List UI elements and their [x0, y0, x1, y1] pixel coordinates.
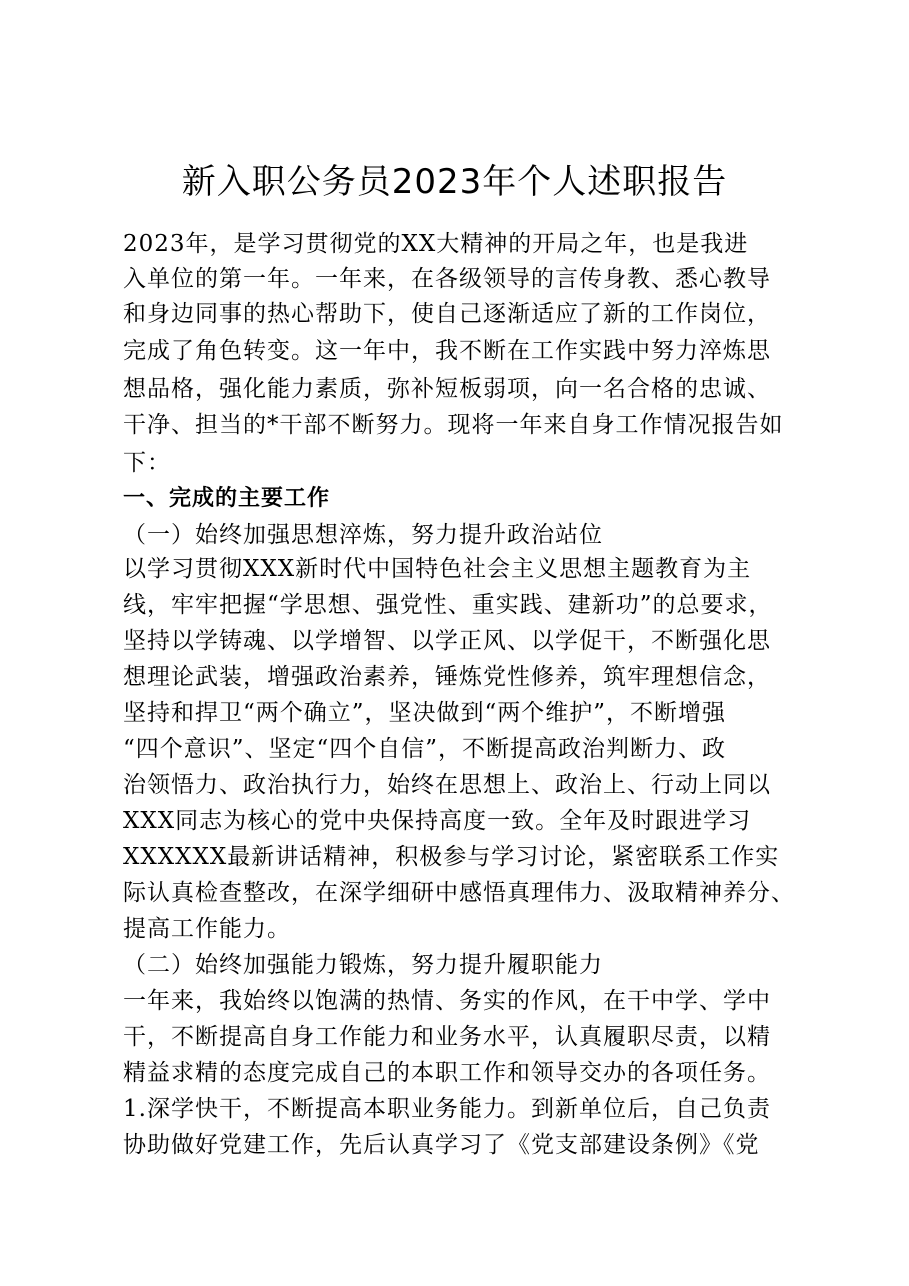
paragraph-line: 想理论武装，增强政治素养，锤炼党性修养，筑牢理想信念，	[123, 664, 771, 690]
paragraph-line: XXXXXX最新讲话精神，积极参与学习讨论，紧密联系工作实	[123, 844, 780, 870]
paragraph-line: 2023年，是学习贯彻党的XX大精神的开局之年，也是我进	[123, 231, 749, 257]
subsection-heading: （一）始终加强思想淬炼，努力提升政治站位	[123, 522, 603, 548]
paragraph-line: 一年来，我始终以饱满的热情、务实的作风，在干中学、学中	[123, 988, 771, 1014]
paragraph-line: 际认真检查整改，在深学细研中感悟真理伟力、汲取精神养分、	[123, 880, 795, 906]
paragraph-line: 和身边同事的热心帮助下，使自己逐渐适应了新的工作岗位，	[123, 301, 771, 327]
document-title: 新入职公务员2023年个人述职报告	[181, 162, 728, 202]
paragraph-line: 想品格，强化能力素质，弥补短板弱项，向一名合格的忠诚、	[123, 376, 771, 402]
paragraph-line: 完成了角色转变。这一年中，我不断在工作实践中努力淬炼思	[123, 338, 771, 364]
paragraph-line: 入单位的第一年。一年来，在各级领导的言传身教、悉心教导	[123, 266, 771, 292]
paragraph-line: 1.深学快干，不断提高本职业务能力。到新单位后，自己负责	[123, 1096, 771, 1122]
paragraph-line: 坚持以学铸魂、以学增智、以学正风、以学促干，不断强化思	[123, 628, 771, 654]
paragraph-line: 协助做好党建工作，先后认真学习了《党支部建设条例》《党	[123, 1132, 760, 1158]
paragraph-line: 坚持和捍卫“两个确立”，坚决做到“两个维护”，不断增强	[123, 700, 727, 726]
paragraph-line: 干，不断提高自身工作能力和业务水平，认真履职尽责，以精	[123, 1024, 771, 1050]
paragraph-line: 提高工作能力。	[123, 916, 291, 942]
paragraph-line: XXX同志为核心的党中央保持高度一致。全年及时跟进学习	[123, 808, 752, 834]
section-heading: 一、完成的主要工作	[123, 486, 331, 511]
paragraph-line: 干净、担当的*干部不断努力。现将一年来自身工作情况报告如	[123, 412, 784, 438]
subsection-heading: （二）始终加强能力锻炼，努力提升履职能力	[123, 952, 603, 978]
paragraph-line: 以学习贯彻XXX新时代中国特色社会主义思想主题教育为主	[123, 556, 752, 582]
paragraph-line: “四个意识”、坚定“四个自信”，不断提高政治判断力、政	[123, 736, 727, 762]
paragraph-line: 治领悟力、政治执行力，始终在思想上、政治上、行动上同以	[123, 772, 771, 798]
paragraph-line: 线，牢牢把握“学思想、强党性、重实践、建新功”的总要求，	[123, 592, 773, 618]
paragraph-line: 下：	[123, 450, 171, 476]
paragraph-line: 精益求精的态度完成自己的本职工作和领导交办的各项任务。	[123, 1060, 771, 1086]
